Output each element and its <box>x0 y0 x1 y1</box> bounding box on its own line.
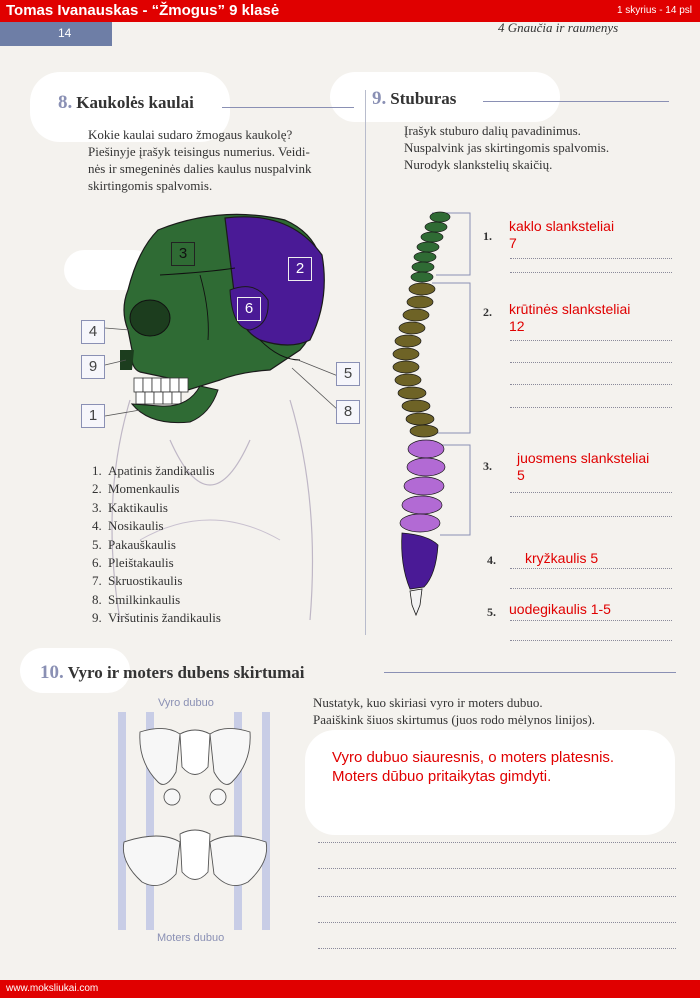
task10-heading <box>40 662 305 684</box>
task10-answer-line: Vyro dubuo siauresnis, o moters platesnis. <box>332 749 615 766</box>
answer-line <box>510 340 672 341</box>
legend-text: Smilkinkaulis <box>108 591 181 607</box>
task8-line: Kokie kaulai sudaro žmogaus kaukolę? <box>88 127 293 142</box>
teeth <box>134 378 188 404</box>
answer-line <box>510 272 672 273</box>
task9-number: 9. <box>372 88 387 109</box>
task9-line: Nurodyk slankstelių skaičių. <box>404 157 553 172</box>
task9-line: Nuspalvink jas skirtingomis spalvomis. <box>404 140 610 155</box>
document-title: Tomas Ivanauskas - “Žmogus” 9 klasė <box>6 2 280 19</box>
answer-line <box>510 640 672 641</box>
task10-answer-line: Moters dūbuo pritaikytas gimdyti. <box>332 768 552 785</box>
task9-instructions <box>404 122 609 173</box>
legend-num: 4. <box>92 518 102 534</box>
female-pelvis <box>123 830 266 886</box>
legend-num: 2. <box>92 481 102 497</box>
legend-text: Nosikaulis <box>108 518 164 534</box>
pelvis-illustration <box>110 712 280 930</box>
spine-answer-line: kaklo slanksteliai <box>509 218 615 234</box>
spine-row-number: 2. <box>483 305 492 319</box>
legend-text: Viršutinis žandikaulis <box>108 610 221 626</box>
skull-label-box[interactable]: 1 <box>81 404 105 428</box>
legend-num: 9. <box>92 610 102 626</box>
answer-line <box>510 588 672 589</box>
legend-item <box>92 480 221 498</box>
legend-text: Kaktikaulis <box>108 499 168 515</box>
task10-line: Nustatyk, kuo skiriasi vyro ir moters dubuo. <box>313 695 543 710</box>
task10-answer[interactable] <box>332 748 614 786</box>
task8-line: skirtingomis spalvomis. <box>88 178 213 193</box>
male-pelvis-label: Vyro dubuo <box>158 697 214 709</box>
male-pelvis <box>140 728 250 805</box>
chapter-fragment: 4 Gnaučia ir raumenys <box>498 20 619 35</box>
answer-line <box>510 568 672 569</box>
spine-row-number: 4. <box>487 553 496 567</box>
legend-num: 1. <box>92 463 102 478</box>
task9-line: Įrašyk stuburo dalių pavadinimus. <box>404 123 581 138</box>
task10-title: Vyro ir moters dubens skirtumai <box>67 663 305 682</box>
legend-item <box>92 536 221 554</box>
spine-answer[interactable] <box>509 218 614 252</box>
task8-underline <box>222 107 354 108</box>
answer-line <box>510 620 672 621</box>
skull-label-box[interactable]: 3 <box>171 242 195 266</box>
spine-illustration <box>370 205 480 635</box>
lumbar-vertebrae <box>400 440 445 532</box>
skull-label-box[interactable]: 2 <box>288 257 312 281</box>
answer-line <box>510 407 672 408</box>
legend-num: 8. <box>92 591 102 607</box>
answer-line <box>318 948 676 949</box>
answer-line <box>510 362 672 363</box>
spine-answer[interactable] <box>509 601 611 618</box>
skull-label-box[interactable]: 4 <box>81 320 105 344</box>
header-bar <box>0 0 700 22</box>
legend-item <box>92 609 221 627</box>
spine-answer[interactable] <box>509 301 630 335</box>
task8-title: Kaukolės kaulai <box>76 93 194 112</box>
task8-number: 8. <box>58 92 73 113</box>
footer-bar <box>0 980 700 998</box>
spine-answer-line: krūtinės slanksteliai <box>509 301 631 317</box>
answer-line <box>318 896 676 897</box>
skull-label-box[interactable]: 5 <box>336 362 360 386</box>
task8-line: nės ir smegeninės dalies kaulus nuspalvink <box>88 161 312 176</box>
spine-row-number: 3. <box>483 459 492 473</box>
footer-site[interactable]: www.moksliukai.com <box>6 983 99 994</box>
legend-num: 7. <box>92 573 102 589</box>
page-info: 1 skyrius - 14 psl <box>616 5 692 16</box>
spine-answer-line: juosmens slanksteliai <box>517 450 650 466</box>
female-pelvis-label: Moters dubuo <box>157 932 225 944</box>
task10-underline <box>384 672 676 673</box>
task8-heading <box>58 92 194 114</box>
page-number: 14 <box>58 26 72 40</box>
task10-instructions <box>313 694 595 728</box>
answer-line <box>318 842 676 843</box>
task10-line: Paaiškink šiuos skirtumus (juos rodo mėlynos linijos). <box>313 712 596 727</box>
answer-line <box>510 492 672 493</box>
spine-row-number: 1. <box>483 229 492 243</box>
legend-text: Apatinis žandikaulis <box>108 463 215 478</box>
answer-line <box>318 868 676 869</box>
task8-line: Piešinyje įrašyk teisingus numerius. Veidi- <box>88 144 310 159</box>
answer-line <box>510 516 672 517</box>
legend-num: 5. <box>92 536 102 552</box>
spine-answer-line: 12 <box>509 318 525 334</box>
legend-text: Momenkaulis <box>108 481 180 497</box>
legend-text: Pleištakaulis <box>108 555 174 571</box>
spine-answer-line: kryžkaulis 5 <box>525 550 599 566</box>
task9-title: Stuburas <box>390 89 457 108</box>
legend-num: 6. <box>92 555 102 571</box>
legend-item <box>92 462 221 480</box>
task9-underline <box>483 101 669 102</box>
sacrum <box>402 533 438 589</box>
legend-num: 3. <box>92 499 102 515</box>
task9-heading <box>372 88 456 110</box>
legend-text: Pakauškaulis <box>108 536 176 552</box>
spine-answer-line: 7 <box>509 235 517 251</box>
answer-line <box>318 922 676 923</box>
skull-label-box[interactable]: 8 <box>336 400 360 424</box>
legend-item <box>92 591 221 609</box>
spine-answer-line: uodegikaulis 1-5 <box>509 601 611 617</box>
coccyx <box>410 589 422 615</box>
thoracic-vertebrae <box>393 283 438 437</box>
spine-answer[interactable] <box>517 450 649 484</box>
cervical-vertebrae <box>411 212 450 282</box>
spine-answer-line: 5 <box>517 467 525 483</box>
task10-number: 10. <box>40 662 64 683</box>
legend-text: Skruostikaulis <box>108 573 183 589</box>
column-divider <box>365 90 366 635</box>
legend-item <box>92 572 221 590</box>
legend-item <box>92 554 221 572</box>
skull-bone-legend <box>92 462 221 628</box>
answer-line <box>510 258 672 259</box>
legend-item <box>92 499 221 517</box>
skull-label-box[interactable]: 9 <box>81 355 105 379</box>
spine-row-number: 5. <box>487 605 496 619</box>
page-number-tab <box>0 22 112 46</box>
legend-item <box>92 517 221 535</box>
task8-instructions <box>88 126 312 194</box>
spine-answer[interactable] <box>525 550 598 567</box>
answer-line <box>510 384 672 385</box>
skull-label-box[interactable]: 6 <box>237 297 261 321</box>
